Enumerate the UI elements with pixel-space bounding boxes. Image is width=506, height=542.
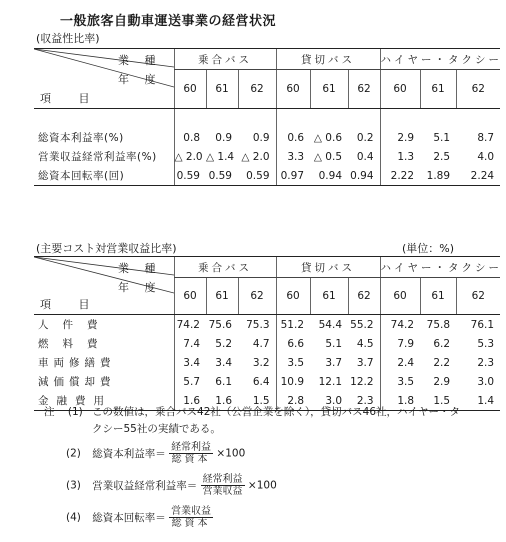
cell: 8.7: [477, 131, 495, 144]
year-header: 62: [238, 278, 276, 315]
cell: 2.5: [433, 150, 451, 163]
year-header: 62: [456, 278, 500, 315]
multiplier: ×100: [247, 479, 277, 492]
cell: 0.9: [215, 131, 232, 144]
table-row: [34, 315, 500, 335]
cell: 2.4: [380, 353, 420, 372]
unit-label: (単位：%): [402, 242, 455, 255]
year-header: 62: [348, 278, 380, 315]
multiplier: ×100: [216, 447, 246, 460]
cell: 0.59: [206, 166, 238, 186]
cell: △ 0.5: [313, 150, 343, 163]
cell: 3.2: [252, 356, 270, 369]
header-corner: [34, 257, 174, 315]
table-row: [34, 128, 500, 147]
cell: 3.5: [380, 372, 420, 391]
note-text: この数値は，乗合バス42社（公営企業を除く），貸切バス46社，ハイヤー・タ: [92, 406, 461, 418]
group-header: 乗合バス: [174, 257, 276, 278]
cell: 1.8: [380, 391, 420, 411]
year-header: 60: [380, 70, 420, 109]
note-number: (4): [66, 511, 81, 524]
header-gyoshu: 業 種: [118, 262, 162, 275]
cell: 2.8: [276, 391, 310, 411]
year-header: 61: [420, 70, 456, 109]
year-header: 60: [174, 70, 206, 109]
cell: 4.0: [477, 150, 495, 163]
year-header: 61: [310, 278, 348, 315]
cell: 4.7: [252, 337, 270, 350]
cell: △ 2.0: [174, 147, 206, 166]
cell: 1.5: [420, 391, 456, 411]
cell: 6.4: [252, 375, 270, 388]
cell: 5.2: [215, 337, 232, 350]
table-row: [34, 166, 500, 186]
cell: 0.2: [356, 131, 374, 144]
cell: 2.2: [433, 356, 451, 369]
page-title: 一般旅客自動車運送事業の経営状況: [60, 14, 277, 29]
section2-subtitle: (主要コスト対営業収益比率): [36, 242, 177, 255]
denominator: 営業収益: [202, 486, 243, 497]
year-header: 60: [276, 70, 310, 109]
cell: 12.2: [350, 375, 374, 388]
cell: 0.94: [348, 166, 380, 186]
cell: △ 2.0: [241, 150, 270, 163]
cell: 1.89: [420, 166, 456, 186]
note-2: [66, 442, 245, 465]
cell: 75.3: [246, 318, 270, 331]
cell: 74.2: [380, 315, 420, 335]
table-row: [34, 372, 500, 391]
cell: 3.4: [215, 356, 232, 369]
cell: 1.6: [206, 391, 238, 411]
fraction: [169, 442, 213, 465]
cell: 51.2: [276, 315, 310, 335]
header-nendo: 年 度: [118, 281, 162, 294]
cell: 0.8: [174, 128, 206, 147]
row-label: 総資本回転率(回): [34, 166, 174, 186]
cell: 75.8: [426, 318, 451, 331]
fraction: [169, 506, 213, 529]
cell: 0.4: [356, 150, 374, 163]
profitability-table: [34, 48, 503, 186]
cell: 6.2: [433, 337, 451, 350]
group-header: ハイヤー・タクシー: [380, 49, 500, 70]
cell: 1.4: [456, 391, 500, 411]
cell: 10.9: [276, 372, 310, 391]
header-nendo: 年 度: [118, 73, 162, 86]
cell: 54.4: [318, 318, 343, 331]
note-number: (3): [66, 479, 81, 492]
header-komoku: 項 目: [40, 298, 102, 311]
fraction: [201, 474, 245, 497]
note-1: [44, 404, 460, 419]
cell: 2.9: [380, 128, 420, 147]
note-number: (2): [66, 447, 81, 460]
cell: 12.1: [318, 375, 343, 388]
cell: 7.4: [174, 334, 206, 353]
note-number: (1): [67, 406, 83, 418]
cell: 0.59: [174, 166, 206, 186]
table-row: [34, 147, 500, 166]
row-label: 減価償却費: [38, 376, 116, 388]
cost-ratio-table: [34, 256, 503, 411]
cell: 5.1: [325, 337, 343, 350]
cell: 74.2: [174, 315, 206, 335]
cell: 1.3: [380, 147, 420, 166]
cell: 2.3: [477, 356, 495, 369]
formula-name: 総資本回転率＝: [92, 511, 166, 524]
row-label: 燃料費: [38, 338, 112, 350]
table-row: [34, 353, 500, 372]
formula-name: 営業収益経常利益率＝: [92, 479, 198, 492]
year-header: 61: [206, 278, 238, 315]
row-label: 人件費: [38, 319, 112, 331]
cell: 4.5: [356, 337, 374, 350]
cell: 1.6: [174, 391, 206, 411]
group-header: 貸切バス: [276, 257, 380, 278]
cell: 5.3: [477, 337, 495, 350]
cell: △ 1.4: [206, 150, 235, 163]
formula-name: 総資本利益率＝: [92, 447, 166, 460]
numerator: 営業収益: [171, 506, 212, 517]
header-komoku: 項 目: [40, 92, 102, 105]
cell: 1.5: [238, 391, 276, 411]
cell: 3.0: [477, 375, 495, 388]
cell: 2.24: [456, 166, 500, 186]
cell: 3.0: [310, 391, 348, 411]
cell: 2.3: [348, 391, 380, 411]
year-header: 62: [456, 70, 500, 109]
note-1-continued: クシー55社の実績である。: [92, 423, 221, 435]
cell: 5.1: [433, 131, 451, 144]
cell: 3.4: [174, 353, 206, 372]
group-header: ハイヤー・タクシー: [380, 257, 500, 278]
note-3: [66, 474, 277, 497]
row-label: 総資本利益率(%): [38, 132, 124, 144]
cell: 0.59: [238, 166, 276, 186]
year-header: 60: [276, 278, 310, 315]
cell: △ 0.6: [313, 131, 343, 144]
cell: 76.1: [470, 318, 495, 331]
cell: 0.9: [252, 131, 270, 144]
cell: 3.7: [356, 356, 374, 369]
header-gyoshu: 業 種: [118, 54, 162, 67]
cell: 6.1: [215, 375, 232, 388]
cell: 0.6: [276, 128, 310, 147]
cell: 3.3: [276, 147, 310, 166]
numerator: 経常利益: [171, 442, 212, 453]
year-header: 60: [380, 278, 420, 315]
cell: 5.7: [174, 372, 206, 391]
cell: 7.9: [380, 334, 420, 353]
group-header: 貸切バス: [276, 49, 380, 70]
cell: 75.6: [208, 318, 232, 331]
numerator: 経常利益: [202, 474, 243, 485]
year-header: 62: [348, 70, 380, 109]
denominator: 総資本: [171, 454, 211, 465]
cell: 2.9: [433, 375, 451, 388]
year-header: 60: [174, 278, 206, 315]
row-label: 営業収益経常利益率(%): [38, 151, 157, 163]
year-header: 61: [420, 278, 456, 315]
cell: 3.7: [325, 356, 343, 369]
cell: 0.97: [276, 166, 310, 186]
year-header: 62: [238, 70, 276, 109]
row-label: 金融費用: [34, 391, 174, 411]
cell: 3.5: [276, 353, 310, 372]
cell: 2.22: [380, 166, 420, 186]
note-label: 注: [44, 406, 55, 418]
section1-subtitle: (収益性比率): [36, 32, 100, 45]
note-4: [66, 506, 213, 529]
group-header: 乗合バス: [174, 49, 276, 70]
cell: 55.2: [350, 318, 374, 331]
year-header: 61: [206, 70, 238, 109]
header-corner: [34, 49, 174, 109]
table-row: [34, 334, 500, 353]
cell: 0.94: [310, 166, 348, 186]
cell: 6.6: [276, 334, 310, 353]
year-header: 61: [310, 70, 348, 109]
row-label: 車両修繕費: [38, 357, 116, 369]
denominator: 総資本: [171, 518, 211, 529]
